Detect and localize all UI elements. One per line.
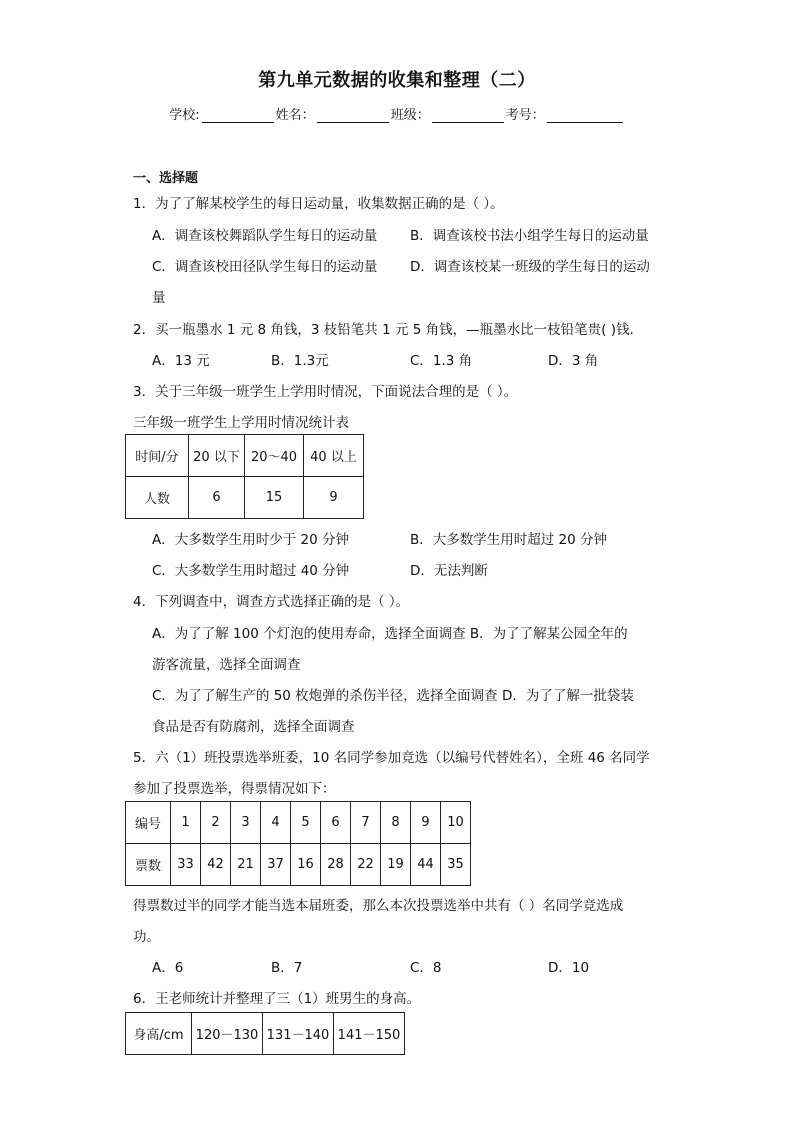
table-cell: 人数 xyxy=(126,477,189,519)
q5-after-2: 功。 xyxy=(133,929,160,945)
q1-option-d: D．调查该校某一班级的学生每日的运动 xyxy=(410,259,650,275)
q6-table xyxy=(125,1012,405,1055)
table-row xyxy=(126,435,364,477)
table-cell: 编号 xyxy=(126,802,171,844)
table-cell: 40 以上 xyxy=(304,435,364,477)
table-cell: 8 xyxy=(381,802,411,844)
q1-option-b: B．调查该校书法小组学生每日的运动量 xyxy=(410,228,649,244)
table-cell: 35 xyxy=(441,844,471,886)
table-cell: 19 xyxy=(381,844,411,886)
table-cell: 2 xyxy=(201,802,231,844)
table-cell: 15 xyxy=(245,477,304,519)
school-label: 学校: xyxy=(169,108,200,123)
q4-line-1: A．为了了解 100 个灯泡的使用寿命，选择全面调查 B．为了了解某公园全年的 xyxy=(152,626,628,642)
q5-option-d: D．10 xyxy=(548,960,590,976)
class-label: 班级： xyxy=(390,108,430,123)
table-cell: 6 xyxy=(189,477,245,519)
section-title: 一、选择题 xyxy=(133,171,199,186)
table-cell: 120－130 xyxy=(192,1013,263,1055)
table-cell: 10 xyxy=(441,802,471,844)
table-cell: 票数 xyxy=(126,844,171,886)
table-cell: 4 xyxy=(261,802,291,844)
table-cell: 44 xyxy=(411,844,441,886)
q5-stem-1: 5．六（1）班投票选举班委，10 名同学参加竞选（以编号代替姓名），全班 46 名同学 xyxy=(133,750,650,766)
q5-table xyxy=(125,801,471,886)
student-info-line xyxy=(0,104,794,123)
q4-line-3: C．为了了解生产的 50 枚炮弹的杀伤半径，选择全面调查 D．为了了解一批袋装 xyxy=(152,688,634,704)
table-cell: 131－140 xyxy=(263,1013,334,1055)
table-cell: 42 xyxy=(201,844,231,886)
table-cell: 身高/cm xyxy=(126,1013,192,1055)
q3-option-a: A．大多数学生用时少于 20 分钟 xyxy=(152,532,349,548)
class-blank[interactable] xyxy=(432,108,504,123)
table-cell: 7 xyxy=(351,802,381,844)
q5-option-b: B．7 xyxy=(271,960,303,976)
q3-stem: 3．关于三年级一班学生上学用时情况，下面说法合理的是（ ）。 xyxy=(133,384,518,400)
q2-stem: 2．买一瓶墨水 1 元 8 角钱，3 枝铅笔共 1 元 5 角钱，—瓶墨水比一枝铅笔贵( )钱. xyxy=(133,322,634,338)
table-row xyxy=(126,477,364,519)
q5-after-1: 得票数过半的同学才能当选本届班委，那么本次投票选举中共有（ ）名同学竞选成 xyxy=(133,898,624,914)
exam-no-label: 考号： xyxy=(505,108,545,123)
table-cell: 16 xyxy=(291,844,321,886)
table-cell: 3 xyxy=(231,802,261,844)
q3-table xyxy=(125,434,364,519)
table-cell: 6 xyxy=(321,802,351,844)
table-cell: 9 xyxy=(304,477,364,519)
q2-option-c: C．1.3 角 xyxy=(410,353,473,369)
table-cell: 时间/分 xyxy=(126,435,189,477)
q5-option-c: C．8 xyxy=(410,960,442,976)
table-cell: 21 xyxy=(231,844,261,886)
q1-option-a: A．调查该校舞蹈队学生每日的运动量 xyxy=(152,228,378,244)
q2-option-a: A．13 元 xyxy=(152,353,210,369)
q5-option-a: A．6 xyxy=(152,960,184,976)
table-cell: 5 xyxy=(291,802,321,844)
q3-table-title: 三年级一班学生上学用时情况统计表 xyxy=(133,415,349,431)
q6-stem: 6．王老师统计并整理了三（1）班男生的身高。 xyxy=(133,991,421,1007)
q2-option-b: B．1.3元 xyxy=(271,353,329,369)
table-row xyxy=(126,802,471,844)
table-cell: 141－150 xyxy=(334,1013,405,1055)
q5-stem-2: 参加了投票选举，得票情况如下： xyxy=(133,781,336,797)
q4-line-2: 游客流量，选择全面调查 xyxy=(152,657,301,673)
table-cell: 9 xyxy=(411,802,441,844)
table-cell: 37 xyxy=(261,844,291,886)
q4-line-4: 食品是否有防腐剂，选择全面调查 xyxy=(152,719,355,735)
table-cell: 33 xyxy=(171,844,201,886)
table-row xyxy=(126,844,471,886)
q3-option-b: B．大多数学生用时超过 20 分钟 xyxy=(410,532,608,548)
table-cell: 1 xyxy=(171,802,201,844)
q3-option-d: D．无法判断 xyxy=(410,563,488,579)
q4-stem: 4．下列调查中，调查方式选择正确的是（ ）。 xyxy=(133,594,410,610)
q1-stem: 1．为了了解某校学生的每日运动量，收集数据正确的是（ ）。 xyxy=(133,196,504,212)
school-blank[interactable] xyxy=(202,108,274,123)
table-row xyxy=(126,1013,405,1055)
table-cell: 22 xyxy=(351,844,381,886)
exam-no-blank[interactable] xyxy=(547,108,623,123)
name-blank[interactable] xyxy=(317,108,389,123)
table-cell: 20 以下 xyxy=(189,435,245,477)
name-label: 姓名： xyxy=(275,108,315,123)
q1-option-c: C．调查该校田径队学生每日的运动量 xyxy=(152,259,378,275)
table-cell: 20～40 xyxy=(245,435,304,477)
q2-option-d: D．3 角 xyxy=(548,353,599,369)
page-title: 第九单元数据的收集和整理（二） xyxy=(258,70,536,91)
q3-option-c: C．大多数学生用时超过 40 分钟 xyxy=(152,563,350,579)
q1-option-d-continued: 量 xyxy=(152,290,166,306)
table-cell: 28 xyxy=(321,844,351,886)
